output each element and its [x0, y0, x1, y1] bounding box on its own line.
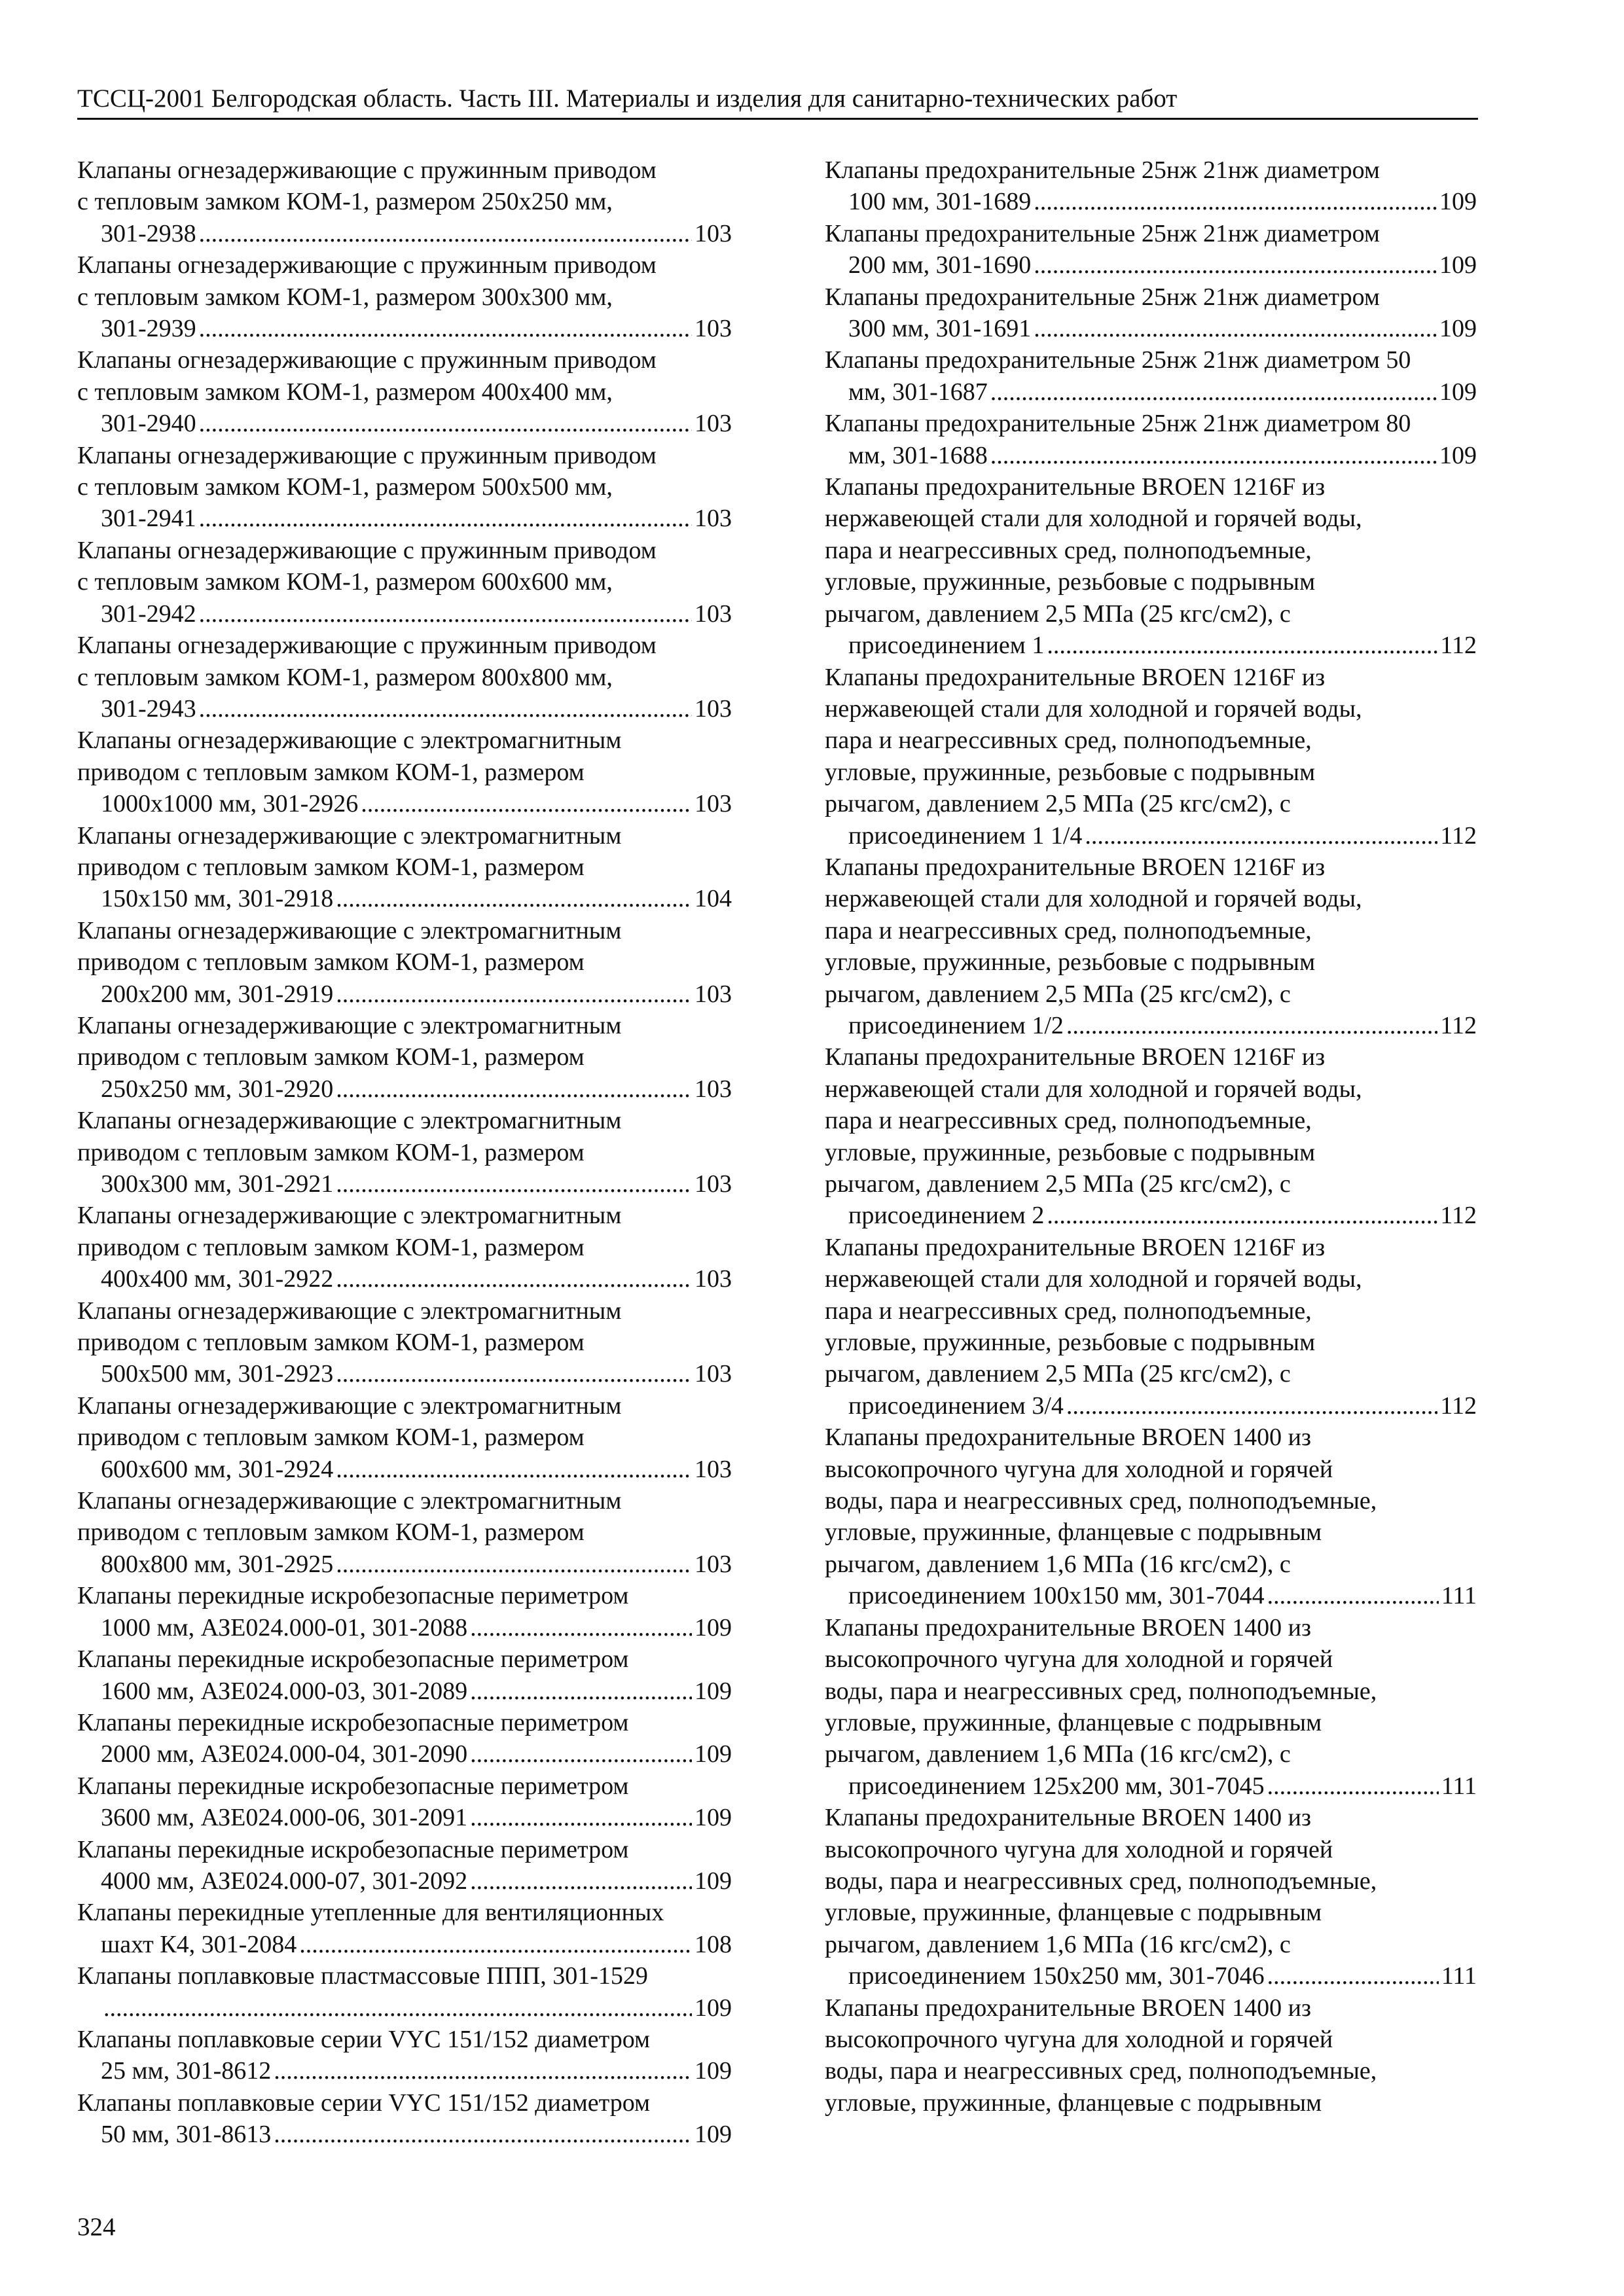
entry-text-line: приводом с тепловым замком КОМ-1, размером [77, 853, 585, 881]
index-entry [825, 852, 1477, 1041]
index-entry [77, 1390, 732, 1485]
entry-text-line: Клапаны поплавковые серии VYC 151/152 диаметром [77, 2025, 651, 2053]
entry-text-line: пара и неагрессивных сред, полноподъемные, [825, 1297, 1312, 1325]
entry-text-line: Клапаны огнезадерживающие с пружинным приводом [77, 251, 657, 279]
entry-text-line: Клапаны огнезадерживающие с пружинным приводом [77, 536, 657, 564]
index-entry [77, 1200, 732, 1295]
entry-text-line: Клапаны огнезадерживающие с пружинным приводом [77, 441, 657, 469]
entry-last-line [848, 630, 1477, 661]
entry-page-number: 103 [695, 1170, 732, 1198]
entry-text-line: с тепловым замком КОМ-1, размером 300х300 мм, [77, 283, 613, 311]
entry-text-line: угловые, пружинные, фланцевые с подрывным [825, 1708, 1322, 1736]
dot-leader [470, 1802, 692, 1833]
entry-text-line: угловые, пружинные, резьбовые с подрывным [825, 758, 1316, 786]
entry-text-line: нержавеющей стали для холодной и горячей воды, [825, 694, 1362, 723]
entry-last-line [848, 186, 1477, 217]
index-entry [77, 1707, 732, 1770]
entry-reference: 250х250 мм, 301-2920 [101, 1075, 334, 1103]
entry-text-line: Клапаны предохранительные BROEN 1400 из [825, 1804, 1312, 1832]
index-entry [77, 535, 732, 630]
entry-text-line: приводом с тепловым замком КОМ-1, размером [77, 948, 585, 977]
entry-reference: 300х300 мм, 301-2921 [101, 1170, 334, 1198]
entry-reference: 200 мм, 301-1690 [848, 251, 1032, 279]
index-entry [77, 440, 732, 535]
entry-reference: 2000 мм, АЗЕ024.000-04, 301-2090 [101, 1740, 468, 1768]
entry-last-line [101, 598, 732, 630]
entry-page-number: 109 [695, 2121, 732, 2149]
entry-text-line: рычагом, давлением 2,5 МПа (25 кгс/см2), с [825, 600, 1291, 628]
entry-text-line: Клапаны перекидные искробезопасные периметром [77, 1708, 629, 1736]
entry-text-line: рычагом, давлением 2,5 МПа (25 кгс/см2), с [825, 1360, 1291, 1388]
dot-leader [336, 1549, 692, 1580]
entry-page-number: 111 [1441, 1772, 1477, 1800]
entry-last-line [101, 2119, 732, 2150]
index-entry [77, 344, 732, 439]
entry-last-line [101, 1802, 732, 1833]
entry-text-line: Клапаны поплавковые серии VYC 151/152 диаметром [77, 2089, 651, 2117]
entry-page-number: 109 [695, 1677, 732, 1705]
index-entry [77, 2087, 732, 2151]
index-column-left [77, 154, 732, 2151]
entry-last-line [101, 218, 732, 249]
entry-last-line [101, 1865, 732, 1897]
entry-last-line [101, 408, 732, 439]
entry-text-line: Клапаны перекидные искробезопасные периметром [77, 1645, 629, 1674]
entry-text-line: Клапаны предохранительные 25нж 21нж диаметром 80 [825, 410, 1411, 438]
entry-page-number: 103 [695, 505, 732, 533]
entry-text-line: с тепловым замком КОМ-1, размером 250х250 мм, [77, 188, 613, 216]
entry-text-line: приводом с тепловым замком КОМ-1, размером [77, 1518, 585, 1547]
entry-last-line [101, 1676, 732, 1707]
entry-page-number: 109 [1439, 188, 1477, 216]
entry-reference: 301-2940 [101, 410, 196, 438]
dot-leader [336, 1263, 692, 1295]
entry-text-line: с тепловым замком КОМ-1, размером 800х800 мм, [77, 663, 613, 691]
entry-reference: 300 мм, 301-1691 [848, 315, 1032, 343]
entry-text-line: приводом с тепловым замком КОМ-1, размером [77, 1138, 585, 1166]
entry-text-line: с тепловым замком КОМ-1, размером 400х400 мм, [77, 378, 613, 406]
index-entry [825, 1422, 1477, 1611]
entry-text-line: угловые, пружинные, фланцевые с подрывным [825, 1518, 1322, 1547]
entry-text-line: нержавеющей стали для холодной и горячей воды, [825, 1265, 1362, 1293]
dot-leader [470, 1612, 692, 1643]
entry-page-number: 109 [1439, 251, 1477, 279]
entry-text-line: Клапаны предохранительные BROEN 1216F из [825, 473, 1326, 501]
entry-last-line [101, 1358, 732, 1390]
entry-page-number: 112 [1440, 1202, 1477, 1230]
dot-leader [336, 1168, 692, 1200]
entry-reference: 50 мм, 301-8613 [101, 2121, 272, 2149]
index-column-right [825, 154, 1477, 2119]
dot-leader [1267, 1770, 1439, 1802]
entry-text-line: Клапаны предохранительные 25нж 21нж диаметром [825, 156, 1380, 184]
entry-page-number: 103 [695, 1455, 732, 1483]
index-entry [77, 1105, 732, 1200]
entry-last-line [848, 376, 1477, 408]
entry-text-line: рычагом, давлением 2,5 МПа (25 кгс/см2), с [825, 1170, 1291, 1198]
index-entry [825, 218, 1477, 281]
entry-text-line: пара и неагрессивных сред, полноподъемные, [825, 536, 1312, 564]
entry-text-line: приводом с тепловым замком КОМ-1, размером [77, 758, 585, 786]
dot-leader [199, 598, 692, 630]
entry-last-line [101, 1929, 732, 1960]
entry-last-line [101, 1263, 732, 1295]
entry-text-line: Клапаны предохранительные BROEN 1400 из [825, 1424, 1312, 1452]
index-entry [77, 1960, 732, 2024]
entry-page-number: 109 [695, 1867, 732, 1895]
dot-leader [1066, 1010, 1438, 1041]
entry-reference: 4000 мм, АЗЕ024.000-07, 301-2092 [101, 1867, 468, 1895]
dot-leader [336, 1073, 692, 1105]
dot-leader [336, 978, 692, 1010]
entry-reference: присоединением 1 [848, 632, 1045, 660]
entry-reference: 600х600 мм, 301-2924 [101, 1455, 334, 1483]
index-entry [77, 249, 732, 344]
dot-leader [1034, 186, 1437, 217]
entry-text-line: приводом с тепловым замком КОМ-1, размером [77, 1233, 585, 1261]
entry-last-line [848, 820, 1477, 852]
entry-page-number: 103 [695, 694, 732, 723]
entry-reference: присоединением 1 1/4 [848, 821, 1083, 850]
entry-page-number: 111 [1441, 1962, 1477, 1990]
entry-reference: 800х800 мм, 301-2925 [101, 1550, 334, 1578]
index-entry [825, 154, 1477, 218]
entry-text-line: угловые, пружинные, резьбовые с подрывным [825, 568, 1316, 596]
dot-leader [103, 1992, 692, 2024]
dot-leader [274, 2119, 692, 2150]
entry-text-line: Клапаны огнезадерживающие с пружинным приводом [77, 346, 657, 374]
entry-text-line: рычагом, давлением 2,5 МПа (25 кгс/см2), с [825, 790, 1291, 818]
dot-leader [199, 693, 692, 725]
index-entry [77, 154, 732, 249]
entry-reference: 1000х1000 мм, 301-2926 [101, 790, 359, 818]
entry-text-line: Клапаны огнезадерживающие с электромагнитным [77, 1391, 622, 1420]
dot-leader [990, 376, 1437, 408]
entry-text-line: Клапаны огнезадерживающие с электромагнитным [77, 1297, 622, 1325]
entry-text-line: воды, пара и неагрессивных сред, полноподъемные, [825, 1487, 1377, 1515]
entry-text-line: Клапаны перекидные искробезопасные периметром [77, 1835, 629, 1863]
entry-page-number: 109 [1439, 378, 1477, 406]
index-entry [825, 1802, 1477, 1992]
entry-page-number: 112 [1440, 1011, 1477, 1039]
entry-reference: присоединением 100х150 мм, 301-7044 [848, 1582, 1265, 1610]
entry-text-line: рычагом, давлением 1,6 МПа (16 кгс/см2), с [825, 1550, 1291, 1578]
entry-page-number: 112 [1440, 821, 1477, 850]
index-entry [77, 630, 732, 725]
entry-page-number: 112 [1440, 1391, 1477, 1420]
entry-page-number: 104 [695, 885, 732, 913]
dot-leader [470, 1865, 692, 1897]
index-entry [825, 281, 1477, 345]
entry-text-line: Клапаны огнезадерживающие с электромагнитным [77, 726, 622, 755]
dot-leader [1047, 630, 1437, 661]
dot-leader [199, 313, 692, 344]
entry-page-number: 103 [695, 219, 732, 247]
entry-reference: мм, 301-1687 [848, 378, 988, 406]
entry-page-number: 111 [1441, 1582, 1477, 1610]
entry-text-line: Клапаны огнезадерживающие с электромагнитным [77, 1107, 622, 1135]
entry-last-line [101, 1738, 732, 1770]
entry-page-number: 109 [695, 1740, 732, 1768]
entry-text-line: воды, пара и неагрессивных сред, полноподъемные, [825, 1677, 1377, 1705]
dot-leader [274, 2055, 692, 2087]
entry-page-number: 109 [695, 1994, 732, 2022]
index-entry [825, 344, 1477, 408]
index-entry [77, 1834, 732, 1897]
entry-text-line: пара и неагрессивных сред, полноподъемные, [825, 1107, 1312, 1135]
entry-text-line: Клапаны огнезадерживающие с электромагнитным [77, 1011, 622, 1039]
entry-reference: мм, 301-1688 [848, 441, 988, 469]
dot-leader [336, 1454, 692, 1485]
entry-last-line [101, 503, 732, 534]
page-number: 324 [77, 2213, 116, 2241]
entry-text-line: угловые, пружинные, резьбовые с подрывным [825, 948, 1316, 977]
dot-leader [470, 1738, 692, 1770]
entry-last-line [101, 1992, 732, 2024]
index-entry [825, 1041, 1477, 1231]
entry-text-line: Клапаны предохранительные BROEN 1216F из [825, 1043, 1326, 1071]
entry-page-number: 109 [695, 1613, 732, 1641]
index-entry [77, 1485, 732, 1580]
dot-leader [336, 1358, 692, 1390]
index-entry [77, 1580, 732, 1643]
dot-leader [1066, 1390, 1438, 1422]
entry-text-line: Клапаны огнезадерживающие с электромагнитным [77, 821, 622, 850]
entry-text-line: с тепловым замком КОМ-1, размером 500х500 мм, [77, 473, 613, 501]
entry-page-number: 109 [695, 1804, 732, 1832]
dot-leader [199, 503, 692, 534]
entry-page-number: 103 [695, 1550, 732, 1578]
index-entry [77, 2024, 732, 2087]
entry-last-line [848, 440, 1477, 471]
page-header: ТССЦ-2001 Белгородская область. Часть III. Материалы и изделия для санитарно-технических работ [77, 84, 1478, 120]
entry-reference: 301-2942 [101, 600, 196, 628]
entry-page-number: 109 [1439, 441, 1477, 469]
dot-leader [361, 788, 692, 819]
entry-text-line: пара и неагрессивных сред, полноподъемные, [825, 726, 1312, 755]
index-entry [825, 1612, 1477, 1802]
dot-leader [470, 1676, 692, 1707]
entry-text-line: Клапаны огнезадерживающие с пружинным приводом [77, 156, 657, 184]
entry-reference: 1600 мм, АЗЕ024.000-03, 301-2089 [101, 1677, 468, 1705]
index-entry [825, 662, 1477, 852]
entry-reference: 301-2938 [101, 219, 196, 247]
entry-last-line [848, 1200, 1477, 1231]
entry-reference: 500х500 мм, 301-2923 [101, 1360, 334, 1388]
entry-last-line [101, 1073, 732, 1105]
entry-reference: присоединением 125х200 мм, 301-7045 [848, 1772, 1265, 1800]
entry-text-line: высокопрочного чугуна для холодной и горячей [825, 1455, 1333, 1483]
entry-last-line [848, 249, 1477, 281]
dot-leader [1034, 249, 1437, 281]
entry-text-line: приводом с тепловым замком КОМ-1, размером [77, 1043, 585, 1071]
entry-reference: 400х400 мм, 301-2922 [101, 1265, 334, 1293]
entry-text-line: Клапаны огнезадерживающие с электромагнитным [77, 1487, 622, 1515]
entry-text-line: Клапаны огнезадерживающие с электромагнитным [77, 916, 622, 944]
entry-page-number: 103 [695, 1360, 732, 1388]
entry-text-line: нержавеющей стали для холодной и горячей воды, [825, 1075, 1362, 1103]
index-entry [825, 1232, 1477, 1422]
entry-reference: шахт К4, 301-2084 [101, 1930, 297, 1958]
entry-text-line: приводом с тепловым замком КОМ-1, размером [77, 1424, 585, 1452]
entry-reference: 1000 мм, АЗЕ024.000-01, 301-2088 [101, 1613, 468, 1641]
dot-leader [1034, 313, 1437, 344]
index-entry [825, 471, 1477, 661]
index-entry [825, 1992, 1477, 2119]
entry-page-number: 108 [695, 1930, 732, 1958]
entry-text-line: с тепловым замком КОМ-1, размером 600х600 мм, [77, 568, 613, 596]
entry-text-line: Клапаны предохранительные BROEN 1216F из [825, 853, 1326, 881]
index-entry [77, 915, 732, 1010]
entry-text-line: воды, пара и неагрессивных сред, полноподъемные, [825, 1867, 1377, 1895]
dot-leader [199, 408, 692, 439]
entry-reference: присоединением 150х250 мм, 301-7046 [848, 1962, 1265, 1990]
entry-page-number: 103 [695, 980, 732, 1008]
index-entry [825, 408, 1477, 471]
index-entry [77, 1010, 732, 1105]
index-entry [77, 1770, 732, 1834]
entry-last-line [101, 2055, 732, 2087]
dot-leader [1047, 1200, 1437, 1231]
entry-page-number: 103 [695, 1265, 732, 1293]
entry-text-line: высокопрочного чугуна для холодной и горячей [825, 2025, 1333, 2053]
entry-last-line [848, 1770, 1477, 1802]
entry-last-line [101, 978, 732, 1010]
entry-text-line: рычагом, давлением 2,5 МПа (25 кгс/см2), с [825, 980, 1291, 1008]
entry-page-number: 103 [695, 1075, 732, 1103]
entry-text-line: высокопрочного чугуна для холодной и горячей [825, 1835, 1333, 1863]
entry-reference: 301-2943 [101, 694, 196, 723]
entry-reference: 3600 мм, АЗЕ024.000-06, 301-2091 [101, 1804, 468, 1832]
entry-last-line [101, 1454, 732, 1485]
entry-reference: присоединением 1/2 [848, 1011, 1064, 1039]
entry-last-line [848, 1960, 1477, 1992]
entry-text-line: угловые, пружинные, фланцевые с подрывным [825, 2089, 1322, 2117]
entry-text-line: Клапаны предохранительные BROEN 1400 из [825, 1994, 1312, 2022]
entry-page-number: 109 [1439, 315, 1477, 343]
entry-reference: 25 мм, 301-8612 [101, 2057, 272, 2085]
entry-reference: присоединением 3/4 [848, 1391, 1064, 1420]
dot-leader [990, 440, 1437, 471]
entry-text-line: Клапаны предохранительные 25нж 21нж диаметром [825, 219, 1380, 247]
entry-reference: 200х200 мм, 301-2919 [101, 980, 334, 1008]
entry-last-line [101, 693, 732, 725]
entry-page-number: 103 [695, 410, 732, 438]
entry-last-line [848, 1010, 1477, 1041]
entry-reference: 150х150 мм, 301-2918 [101, 885, 334, 913]
entry-last-line [848, 1390, 1477, 1422]
entry-text-line: Клапаны огнезадерживающие с электромагнитным [77, 1202, 622, 1230]
entry-last-line [848, 1580, 1477, 1611]
entry-text-line: Клапаны предохранительные BROEN 1400 из [825, 1613, 1312, 1641]
dot-leader [199, 218, 692, 249]
entry-text-line: Клапаны предохранительные BROEN 1216F из [825, 1233, 1326, 1261]
entry-page-number: 109 [695, 2057, 732, 2085]
entry-text-line: угловые, пружинные, резьбовые с подрывным [825, 1329, 1316, 1357]
entry-text-line: угловые, пружинные, резьбовые с подрывным [825, 1138, 1316, 1166]
index-entry [77, 1295, 732, 1390]
entry-reference: 301-2939 [101, 315, 196, 343]
entry-text-line: приводом с тепловым замком КОМ-1, размером [77, 1329, 585, 1357]
entry-text-line: нержавеющей стали для холодной и горячей воды, [825, 885, 1362, 913]
entry-last-line [101, 1612, 732, 1643]
index-entry [77, 1643, 732, 1707]
entry-page-number: 112 [1440, 632, 1477, 660]
entry-text-line: рычагом, давлением 1,6 МПа (16 кгс/см2), с [825, 1930, 1291, 1958]
entry-text-line: высокопрочного чугуна для холодной и горячей [825, 1645, 1333, 1674]
index-entry [77, 820, 732, 915]
index-entry [77, 725, 732, 819]
dot-leader [1267, 1960, 1439, 1992]
dot-leader [336, 883, 692, 914]
entry-reference: 100 мм, 301-1689 [848, 188, 1032, 216]
index-entry [77, 1897, 732, 1960]
entry-last-line [101, 788, 732, 819]
entry-last-line [848, 313, 1477, 344]
entry-text-line: нержавеющей стали для холодной и горячей воды, [825, 505, 1362, 533]
entry-page-number: 103 [695, 600, 732, 628]
entry-text-line: Клапаны предохранительные BROEN 1216F из [825, 663, 1326, 691]
dot-leader [1085, 820, 1437, 852]
entry-text-line: Клапаны предохранительные 25нж 21нж диаметром 50 [825, 346, 1411, 374]
dot-leader [1267, 1580, 1439, 1611]
entry-text-line: Клапаны предохранительные 25нж 21нж диаметром [825, 283, 1380, 311]
entry-page-number: 103 [695, 315, 732, 343]
entry-text-line: Клапаны перекидные утепленные для вентиляционных [77, 1899, 664, 1927]
entry-text-line: угловые, пружинные, фланцевые с подрывным [825, 1899, 1322, 1927]
dot-leader [299, 1929, 692, 1960]
entry-text-line: Клапаны огнезадерживающие с пружинным приводом [77, 632, 657, 660]
entry-text-line: Клапаны перекидные искробезопасные периметром [77, 1772, 629, 1800]
entry-last-line [101, 1549, 732, 1580]
entry-reference: 301-2941 [101, 505, 196, 533]
entry-text-line: воды, пара и неагрессивных сред, полноподъемные, [825, 2057, 1377, 2085]
entry-reference: присоединением 2 [848, 1202, 1045, 1230]
entry-text-line: Клапаны поплавковые пластмассовые ППП, 301-1529 [77, 1962, 648, 1990]
entry-text-line: рычагом, давлением 1,6 МПа (16 кгс/см2), с [825, 1740, 1291, 1768]
entry-last-line [101, 1168, 732, 1200]
entry-text-line: Клапаны перекидные искробезопасные периметром [77, 1582, 629, 1610]
entry-text-line: пара и неагрессивных сред, полноподъемные, [825, 916, 1312, 944]
entry-last-line [101, 883, 732, 914]
entry-page-number: 103 [695, 790, 732, 818]
entry-last-line [101, 313, 732, 344]
